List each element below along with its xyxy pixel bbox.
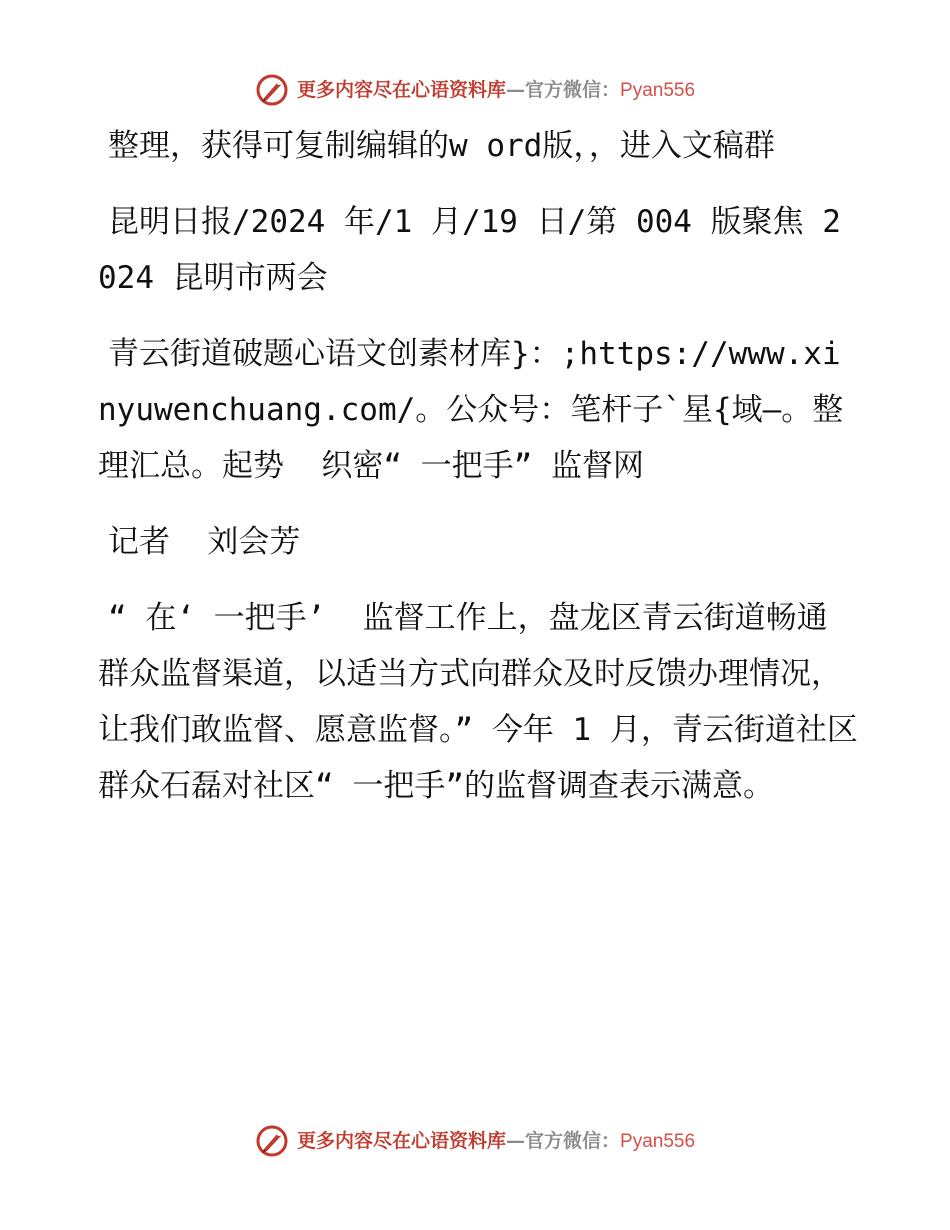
watermark-dash: — [506,78,526,101]
watermark-wechat-id: Pyan556 [620,1130,696,1152]
header-watermark [0,69,950,109]
watermark-official: 官方微信： [525,1129,621,1152]
footer-watermark [0,1120,950,1160]
watermark-prefix: 更多内容尽在心语资料库 [297,78,507,101]
watermark-wechat-id: Pyan556 [620,79,696,101]
watermark-official: 官方微信： [525,78,621,101]
document-body [98,118,858,834]
paragraph-reporter: 记者 刘会芳 [108,524,301,560]
paragraph-source: 昆明日报/2024 年/1 月/19 日/第 004 版聚焦 2024 昆明市两会 [98,204,841,296]
quill-pen-logo-icon [255,73,289,107]
paragraph-intro: 整理，获得可复制编辑的w ord版，，进入文稿群 [108,128,775,164]
quill-pen-logo-icon [255,1124,289,1158]
watermark-dash: — [506,1129,526,1152]
paragraph-body: “ 在‘ 一把手’ 监督工作上，盘龙区青云街道畅通群众监督渠道，以适当方式向群众及时反馈办理情况，让我们敢监督、愿意监督。” 今年 1 月，青云街道社区群众石磊对社区“ 一把手”的监督调查表示满意。 [98,600,858,804]
paragraph-title: 青云街道破题心语文创素材库}：;https://www.xinyuwenchuang.com/。公众号：笔杆子`星{域—。整理汇总。起势 织密“ 一把手” 监督网 [98,336,844,484]
watermark-prefix: 更多内容尽在心语资料库 [297,1129,507,1152]
